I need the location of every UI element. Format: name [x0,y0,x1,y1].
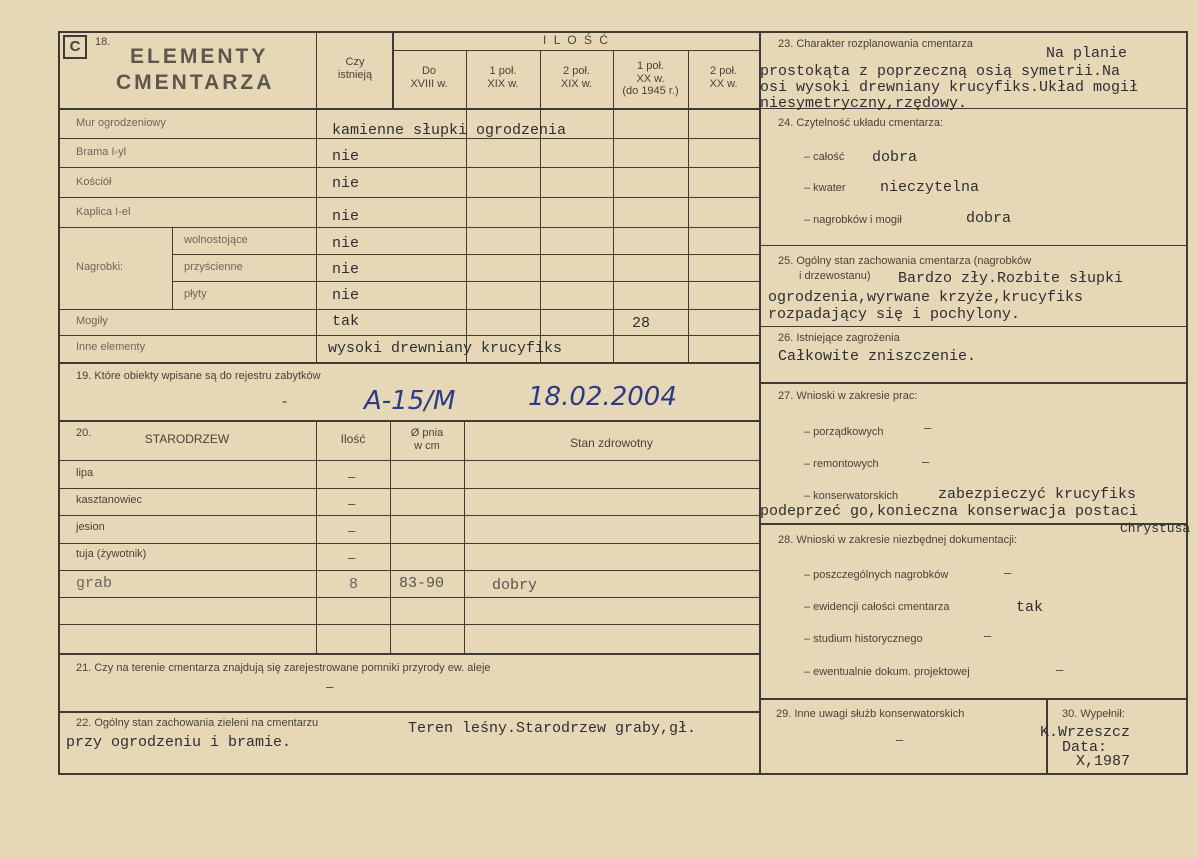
s27-item-label: – remontowych [804,458,879,470]
s23-text-line3: osi wysoki drewniany krucyfiks.Układ mogił [760,79,1139,96]
row-label-kosciol: Kościół [76,176,112,188]
rule [58,773,1188,775]
s24-item-label: – nagrobków i mogił [804,214,902,226]
col-header-line: Do [421,65,437,77]
col-header-line: 2 poł. [563,65,590,77]
s21-value: – [326,679,334,694]
czy-line2: istnieją [337,68,373,81]
rule [58,31,761,33]
rule [58,624,761,625]
s25-text-line2: ogrodzenia,wyrwane krzyże,krucyfiks [768,289,1084,306]
row-label-mur: Mur ogrodzeniowy [76,117,166,129]
rule [58,362,761,364]
s20-col-fi-line1: Ø pnia [410,427,444,439]
col-header-line: XIX w. [487,77,519,90]
s19-label: 19. Które obiekty wpisane są do rejestru zabytków [76,370,321,382]
rule [390,420,391,653]
s27-item-value: – [922,454,930,469]
rule [58,420,761,422]
row-value-kosciol: nie [332,175,360,192]
s29-label: 29. Inne uwagi służb konserwatorskich [776,708,965,720]
row-value-wolnostojace: nie [332,235,360,252]
col-header-do-xviii [392,65,466,90]
s28-item-value: – [984,628,992,643]
section-title-line1: ELEMENTY [130,45,269,68]
rule [466,50,467,362]
tree-name: kasztanowiec [76,494,143,506]
rule [759,31,761,773]
rule [58,167,761,168]
tree-name-grab: grab [76,575,113,592]
s30-label: 30. Wypełnił: [1062,708,1125,720]
rule [58,597,761,598]
col-header-line: (do 1945 r.) [622,85,679,98]
col-header-line: 1 poł. [489,65,517,77]
rule [58,309,761,310]
col-header-line: XX w. [709,77,738,90]
col-header-2pol-xix [540,65,613,90]
s24-item-value: dobra [872,149,918,166]
col-header-line: XIX w. [560,77,593,90]
col-header-line: 2 poł. [710,65,737,77]
rule [761,382,1188,384]
s24-item-value: dobra [966,210,1012,227]
s28-item-value: – [1004,565,1012,580]
s23-text-line4: niesymetryczny,rzędowy. [760,95,968,112]
row-value-kaplica: nie [332,208,360,225]
s28-item-label: – studium historycznego [804,633,923,645]
row-label-przyscienne: przyścienne [184,261,243,273]
tree-count: – [348,523,356,538]
s25-text-line1: Bardzo zły.Rozbite słupki [898,270,1124,287]
row-value-brama: nie [332,148,360,165]
s27-continuation-line2: Chrystusa [1120,521,1191,536]
s29-value: – [896,732,904,747]
rule [58,335,761,336]
rule [58,653,761,655]
s30-name: K.Wrzeszcz [1040,724,1131,741]
s25-label-line2: i drzewostanu) [799,270,871,282]
rule [58,515,761,516]
rule [58,197,761,198]
rule [58,711,761,713]
col-header-1pol-xx [613,60,688,98]
s27-label: 27. Wnioski w zakresie prac: [778,390,918,402]
rule [172,227,173,309]
row-value-inne: wysoki drewniany krucyfiks [328,340,563,357]
s20-title: STARODRZEW [144,432,230,446]
rule [761,245,1188,246]
nagrobki-label: Nagrobki: [76,261,124,273]
s20-col-stan: Stan zdrowotny [570,436,653,450]
col-header-1pol-xix [466,65,540,90]
rule [58,460,761,461]
s22-value-line2: przy ogrodzeniu i bramie. [66,734,292,751]
rule [392,50,761,51]
czy-line1: Czy [345,56,365,68]
s24-item-label: – całość [804,151,845,163]
s28-item-label: – ewidencji całości cmentarza [804,601,950,613]
rule [464,420,465,653]
s20-col-fi [390,427,464,452]
s21-label: 21. Czy na terenie cmentarza znajdują się zarejestrowane pomniki przyrody ew. aleje [76,662,491,674]
s27-continuation-line1: podeprzeć go,konieczna konserwacja postaci [760,503,1139,520]
row-label-kaplica: Kaplica I-el [76,206,131,218]
s20-col-fi-line2: w cm [414,439,440,452]
tree-fi-grab: 83-90 [399,575,445,592]
section-title-line2: CMENTARZA [116,71,275,94]
s24-item-label: – kwater [804,182,846,194]
rule [1186,31,1188,775]
rule [58,31,60,773]
s23-text-line2: prostokąta z poprzeczną osią symetrii.Na [760,63,1121,80]
row-label-inne: Inne elementy [76,341,146,353]
col-header-line: 1 poł. [637,60,664,72]
s25-label-line1: 25. Ogólny stan zachowania cmentarza (nagrobków [778,255,1032,267]
s23-text-line1: Na planie [1046,45,1128,62]
s24-item-value: nieczytelna [880,179,980,196]
row-label-brama: Brama I-yl [76,146,127,158]
row-label-mogily: Mogiły [76,315,108,327]
s28-label: 28. Wnioski w zakresie niezbędnej dokumentacji: [778,534,1018,546]
s26-value: Całkowite zniszczenie. [778,348,977,365]
rule [58,543,761,544]
czy-istnieja-header [318,56,392,81]
s26-label: 26. Istniejące zagrożenia [778,332,900,344]
ilosc-header: I L O Ś Ć [543,33,610,47]
rule [761,326,1188,327]
row-value-mogily: tak [332,313,360,330]
rule [58,227,761,228]
s25-text-line3: rozpadający się i pochylony. [768,306,1021,323]
s22-value-line1: Teren leśny.Starodrzew graby,gł. [408,720,697,737]
tree-stan-grab: dobry [492,577,538,594]
tree-count-grab: 8 [349,576,359,593]
tree-name: tuja (żywotnik) [76,548,147,560]
s28-item-value: – [1056,662,1064,677]
row-value-plyty: nie [332,287,360,304]
tree-name: jesion [76,521,105,533]
s20-number: 20. [76,427,92,439]
s27-item-label: – konserwatorskich [804,490,899,502]
s27-item-label: – porządkowych [804,426,884,438]
rule [58,488,761,489]
s20-col-ilosc: Ilość [340,432,366,446]
rule [761,698,1188,700]
rule [688,50,689,362]
s30-date-label: Data: [1062,739,1108,756]
s28-item-label: – ewentualnie dokum. projektowej [804,666,970,678]
s27-item-value: – [924,420,932,435]
rule [540,50,541,362]
card-letter: C [69,38,81,55]
rule [58,570,761,571]
row-value-mur: kamienne słupki ogrodzenia [332,122,567,139]
s22-label: 22. Ogólny stan zachowania zieleni na cmentarzu [76,717,319,729]
section-number: 18. [95,36,111,48]
s28-item-value: tak [1016,599,1044,616]
row-value-przyscienne: nie [332,261,360,278]
s24-label: 24. Czytelność układu cmentarza: [778,117,944,129]
s19-register-date: 18.02.2004 [528,382,677,412]
row-label-wolnostojace: wolnostojące [184,234,248,246]
tree-count: – [348,469,356,484]
row-count-mogily: 28 [632,315,651,332]
s30-date: X,1987 [1076,753,1131,770]
s28-item-label: – poszczególnych nagrobków [804,569,949,581]
s19-register-number: A-15/M [364,386,456,416]
rule [761,31,1188,33]
s23-label: 23. Charakter rozplanowania cmentarza [778,38,974,50]
rule [316,31,317,362]
col-header-line: XVIII w. [410,77,448,90]
tree-count: – [348,550,356,565]
tree-name: lipa [76,467,94,479]
s27-item-value: zabezpieczyć krucyfiks [938,486,1137,503]
tree-count: – [348,496,356,511]
rule [58,108,761,110]
col-header-line: XX w. [636,72,665,85]
s19-dash: - [282,393,288,410]
row-label-plyty: płyty [184,288,207,300]
card-letter-box [63,35,87,59]
rule [316,420,317,653]
col-header-2pol-xx [688,65,759,90]
